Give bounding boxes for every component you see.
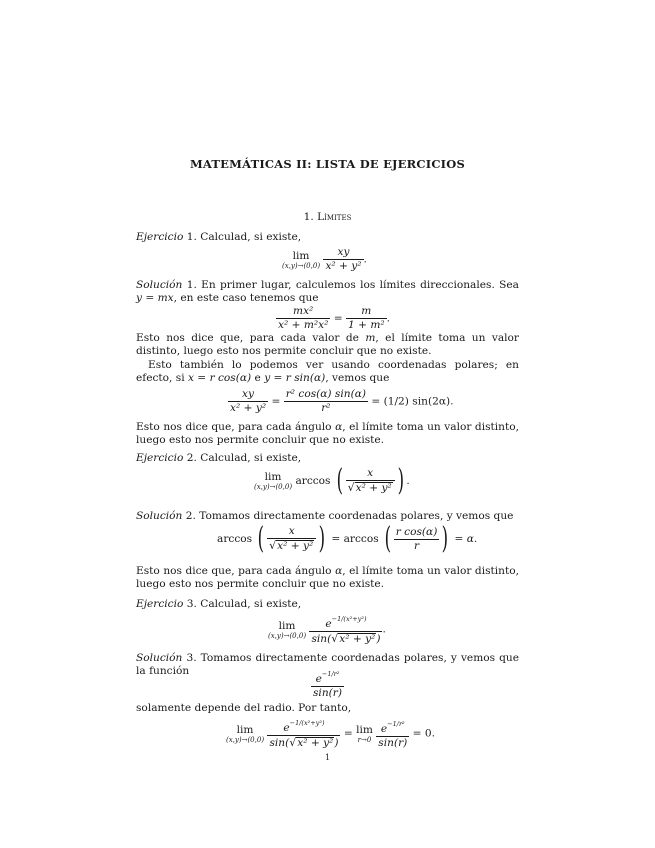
solution-1-polar: Esto también lo podemos ver usando coordenadas polares; en efecto, si x = r cos(α) e y = r sin(α), vemos que xyxy=(136,359,519,385)
document-title: MATEMÁTICAS II: LISTA DE EJERCICIOS xyxy=(190,157,465,171)
equation-ex2: lim (x,y)→(0,0) arccos ( $\frac{x}{\text{√x² + y²}}$ ) . xyxy=(254,463,410,498)
fraction: $\frac{xy}{\text{x² + y²}}$ xyxy=(325,246,362,272)
equation-ex3: lim (x,y)→(0,0) $\frac{e^{-1/(x^2+y^2)}}{\text{sin(√x² + y²)}}$ . xyxy=(268,615,386,645)
section-heading: 1. Límites xyxy=(303,211,352,223)
exercise-2: Ejercicio 2. Calculad, si existe, xyxy=(136,452,302,464)
exercise-1 xyxy=(136,231,519,244)
solution-1-final: Esto nos dice que, para cada ángulo α, el límite toma un valor distinto, luego esto nos permite concluir que no existe. xyxy=(136,421,519,447)
solution-3-intro: Solución 3. Tomamos directamente coordenadas polares, y vemos que la función xyxy=(136,652,520,678)
exercise-number: 1. xyxy=(186,231,197,243)
solution-2-intro: Solución 2. Tomamos directamente coordenadas polares, y vemos que xyxy=(136,510,514,522)
equation-sol3: lim (x,y)→(0,0) $\frac{e^{-1/(x^2+y^2)}}{\text{sin(√x² + y²)}}$ = lim r→0 $\frac{e^{-1/r^2}}{\sin(r)}$ = 0. xyxy=(226,719,436,749)
equation-directional-limit: $\frac{\text{mx²}}{\text{x² + m²x²}}$ = $\frac{m}{\text{1 + m²}}$ . xyxy=(278,305,391,331)
solution-1-intro: Solución 1. En primer lugar, calculemos los límites direccionales. Sea y = mx, en este caso tenemos que xyxy=(136,279,519,305)
solution-1-conclusion: Esto nos dice que, para cada valor de m, el límite toma un valor distinto, luego esto nos permite concluir que no existe. xyxy=(136,332,519,358)
exercise-label: Ejercicio xyxy=(136,231,184,243)
solution-3-text: solamente depende del radio. Por tanto, xyxy=(136,702,352,714)
limit-operator: lim (x,y)→(0,0) xyxy=(282,249,321,270)
equation-polar: $\frac{xy}{\text{x² + y²}}$ = $\frac{\text{r² cos(α) sin(α)}}{\text{r²}}$ = (1/2) sin(2α). xyxy=(230,388,454,414)
exercise-text: Calculad, si existe, xyxy=(200,231,302,243)
exercise-3: Ejercicio 3. Calculad, si existe, xyxy=(136,598,302,610)
equation-sol2: arccos ( $\frac{x}{\text{√x² + y²}}$ ) = arccos ( $\frac{\text{r cos(α)}}{r}$ ) = α. xyxy=(217,521,478,556)
equation-ex1: lim (x,y)→(0,0) $\frac{xy}{\text{x² + y²}}$ . xyxy=(282,246,367,272)
solution-2-conclusion: Esto nos dice que, para cada ángulo α, el límite toma un valor distinto, luego esto nos permite concluir que no existe. xyxy=(136,565,519,591)
page-number: 1 xyxy=(324,753,331,762)
equation-function: $\frac{e^{-1/r^2}}{\sin(r)}$ xyxy=(313,670,342,699)
